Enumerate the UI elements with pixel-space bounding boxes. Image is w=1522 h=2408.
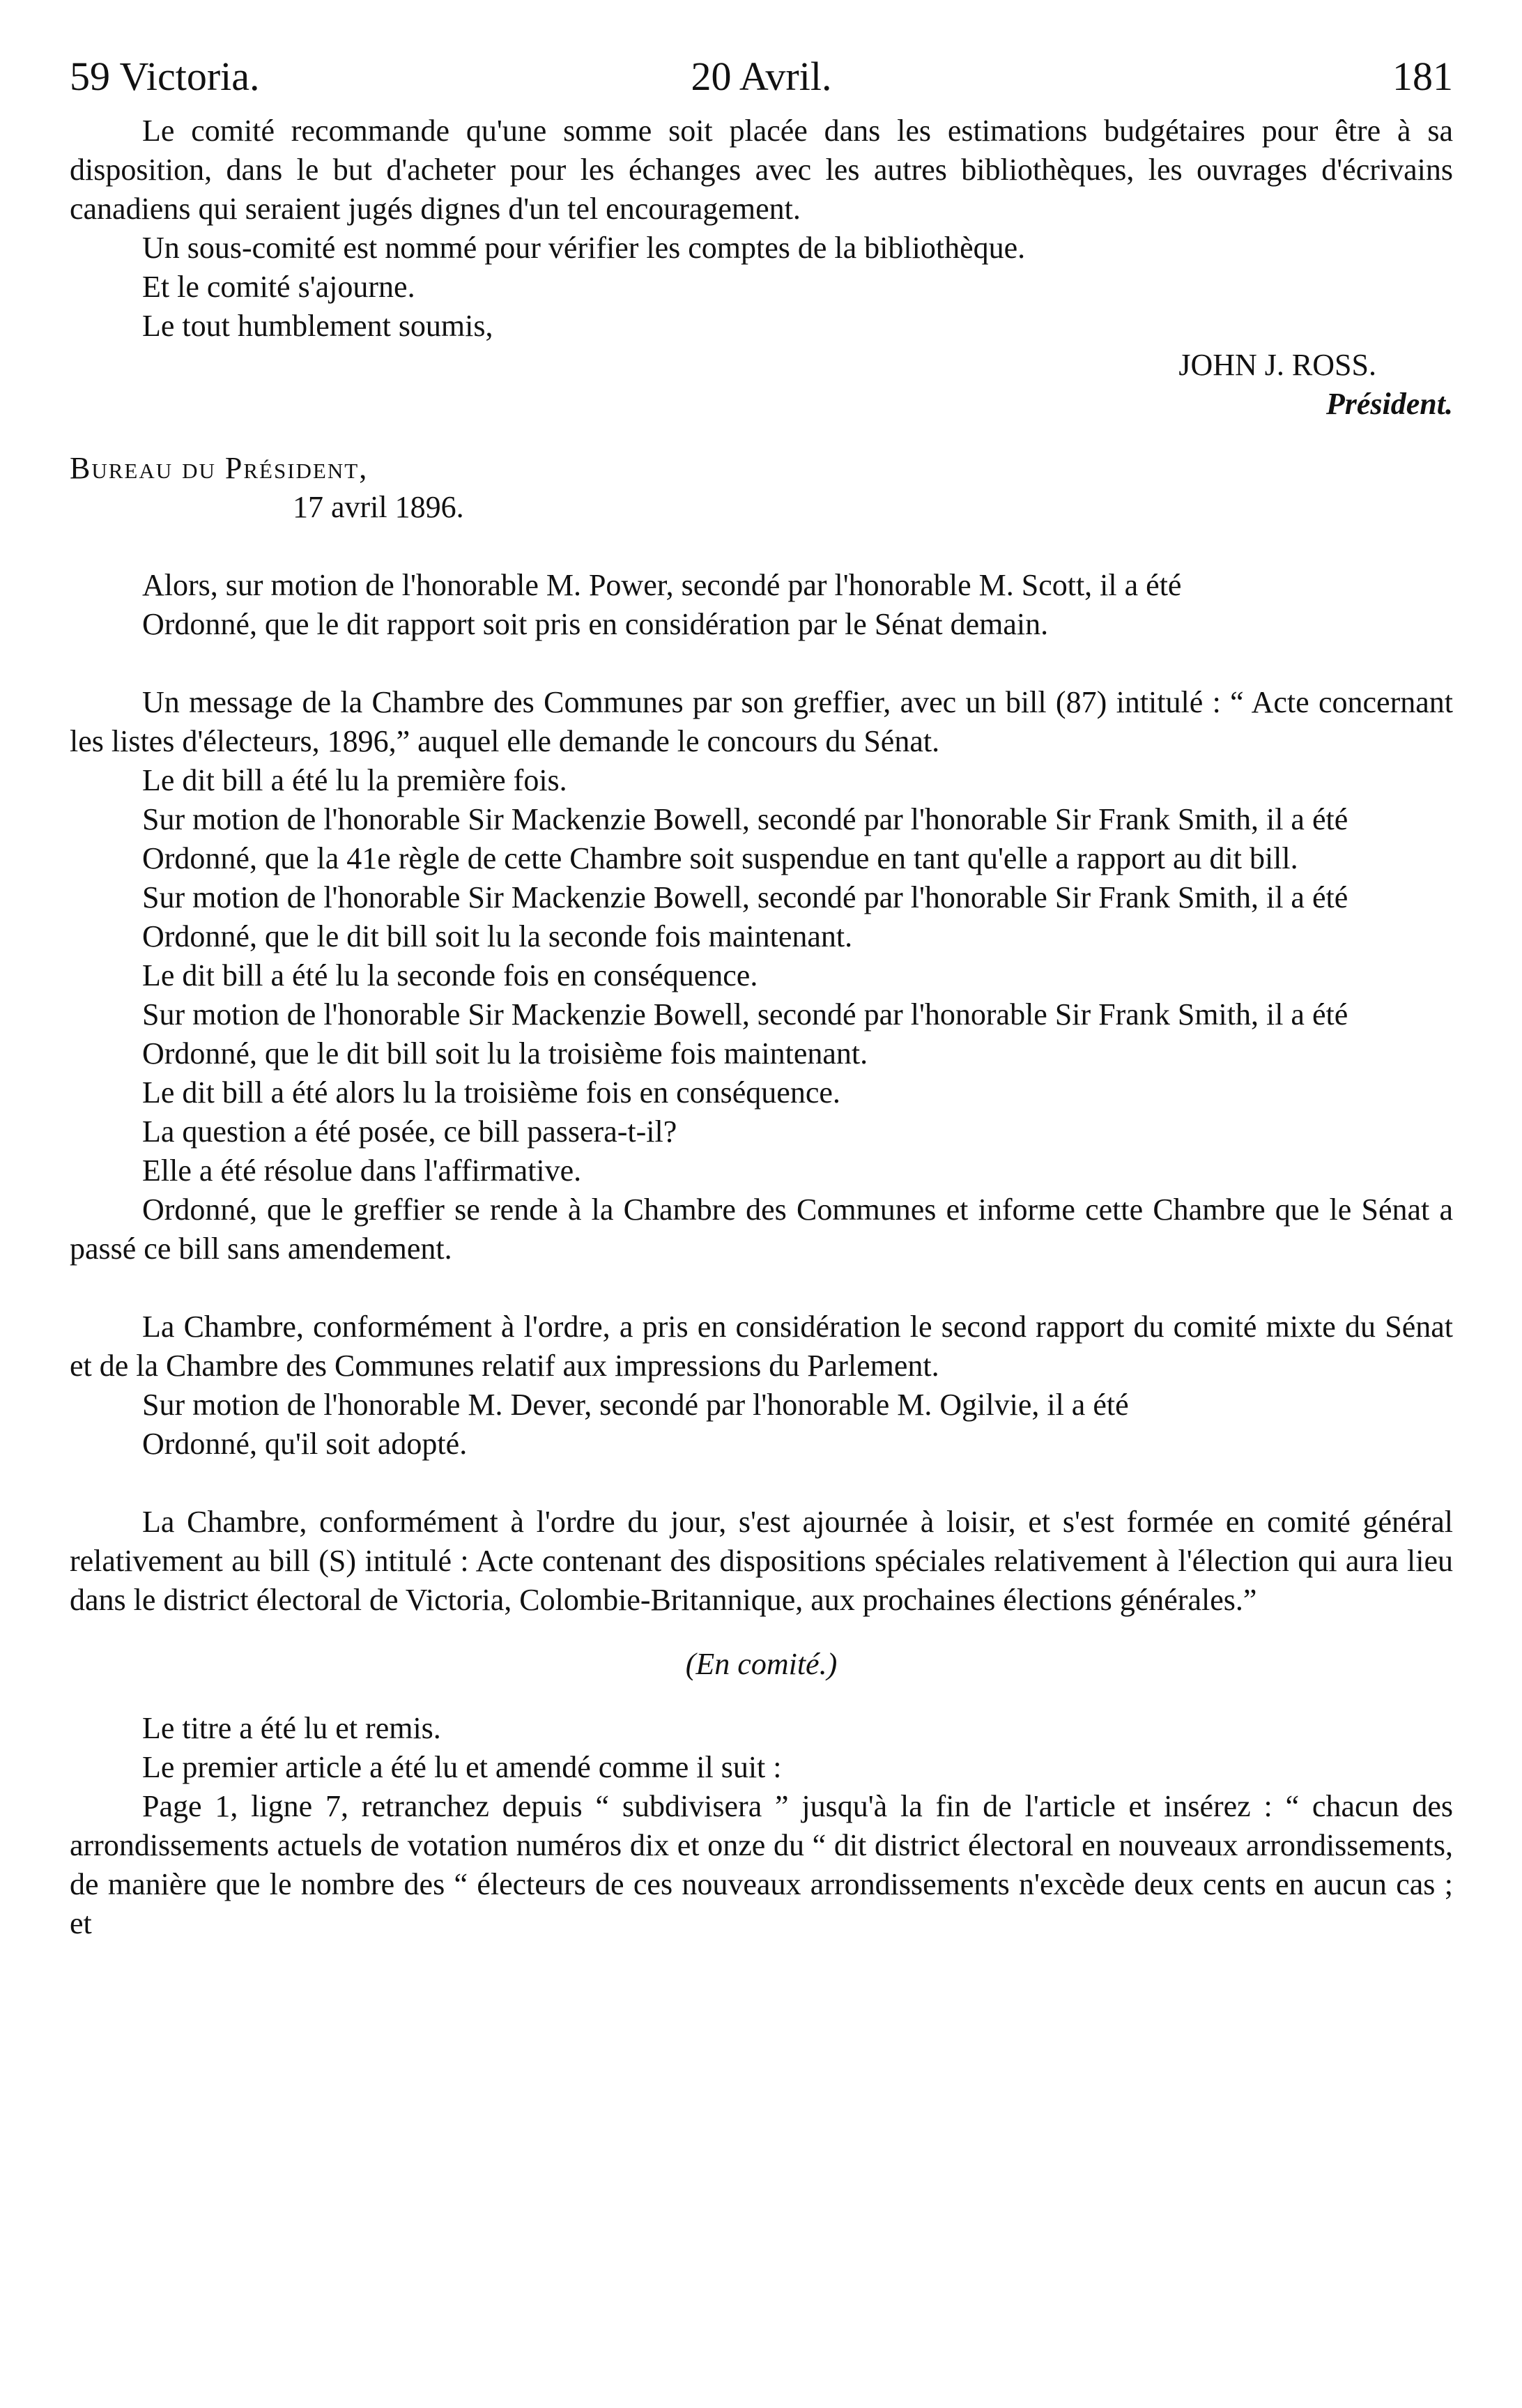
- page-header: [70, 42, 1453, 112]
- paragraph: Sur motion de l'honorable M. Dever, secondé par l'honorable M. Ogilvie, il a été: [142, 1388, 1129, 1422]
- paragraph: Elle a été résolue dans l'affirmative.: [142, 1153, 582, 1188]
- paragraph: La question a été posée, ce bill passera-t-il?: [142, 1114, 677, 1149]
- paragraph: Un sous-comité est nommé pour vérifier les comptes de la bibliothèque.: [142, 231, 1026, 265]
- paragraph: La Chambre, conformément à l'ordre du jour, s'est ajournée à loisir, et s'est formée en comité général relativement au bill (S) intitulé : Acte contenant des dispositions spéciales relativement à l'élection qui aura lieu dans le district électoral de Victoria, Colombie-Britannique, aux prochaines élections générales.”: [70, 1505, 1453, 1617]
- spacer: [70, 1464, 1453, 1503]
- spacer: [70, 1684, 1453, 1709]
- paragraph: Sur motion de l'honorable Sir Mackenzie Bowell, secondé par l'honorable Sir Frank Smith, il a été: [142, 880, 1348, 914]
- section-heading: (En comité.): [685, 1647, 838, 1681]
- paragraph: Le titre a été lu et remis.: [142, 1711, 441, 1745]
- paragraph: Le comité recommande qu'une somme soit placée dans les estimations budgétaires pour être à sa disposition, dans le but d'acheter pour les échanges avec les autres bibliothèques, les ouvrages d'écrivains canadiens qui seraient jugés dignes d'un tel encouragement.: [70, 114, 1453, 226]
- spacer: [70, 527, 1453, 566]
- paragraph: Et le comité s'ajourne.: [142, 270, 415, 304]
- paragraph: La Chambre, conformément à l'ordre, a pris en considération le second rapport du comité mixte du Sénat et de la Chambre des Communes relatif aux impressions du Parlement.: [70, 1310, 1453, 1383]
- bureau-heading: Bureau du Président,: [70, 451, 369, 485]
- spacer: [70, 424, 1453, 449]
- paragraph: Page 1, ligne 7, retranchez depuis “ subdivisera ” jusqu'à la fin de l'article et insérez : “ chacun des arrondissements actuels de votation numéros dix et onze du “ dit district électoral en nouveaux arrondissements, de manière que le nombre des “ électeurs de ces nouveaux arrondissements n'excède deux cents en aucun cas ; et: [70, 1789, 1453, 1940]
- paragraph: Un message de la Chambre des Communes par son greffier, avec un bill (87) intitulé : “ Acte concernant les listes d'électeurs, 1896,” auquel elle demande le concours du Sénat.: [70, 685, 1453, 758]
- bureau-date: 17 avril 1896.: [293, 490, 464, 524]
- paragraph: Sur motion de l'honorable Sir Mackenzie Bowell, secondé par l'honorable Sir Frank Smith, il a été: [142, 997, 1348, 1032]
- page-body: [70, 112, 1453, 1943]
- paragraph: Ordonné, que le dit bill soit lu la seconde fois maintenant.: [142, 919, 853, 953]
- header-regnal-year: 59 Victoria.: [70, 54, 260, 99]
- spacer: [70, 644, 1453, 683]
- paragraph: Alors, sur motion de l'honorable M. Power, secondé par l'honorable M. Scott, il a été: [142, 568, 1182, 602]
- document-page: [70, 42, 1453, 2384]
- paragraph: Le dit bill a été lu la seconde fois en conséquence.: [142, 958, 758, 992]
- paragraph: Le tout humblement soumis,: [142, 309, 493, 343]
- paragraph: Ordonné, que le dit rapport soit pris en considération par le Sénat demain.: [142, 607, 1049, 641]
- spacer: [70, 1620, 1453, 1645]
- header-date: 20 Avril.: [691, 54, 832, 99]
- paragraph: Le dit bill a été lu la première fois.: [142, 763, 567, 797]
- page-number: 181: [1392, 54, 1453, 99]
- paragraph: Ordonné, que le dit bill soit lu la troisième fois maintenant.: [142, 1036, 868, 1071]
- paragraph: Sur motion de l'honorable Sir Mackenzie Bowell, secondé par l'honorable Sir Frank Smith, il a été: [142, 802, 1348, 836]
- paragraph: Ordonné, que le greffier se rende à la Chambre des Communes et informe cette Chambre que le Sénat a passé ce bill sans amendement.: [70, 1193, 1453, 1266]
- signature-title: Président.: [1325, 387, 1453, 421]
- spacer: [70, 1268, 1453, 1307]
- paragraph: Le dit bill a été alors lu la troisième fois en conséquence.: [142, 1075, 840, 1110]
- paragraph: Ordonné, que la 41e règle de cette Chambre soit suspendue en tant qu'elle a rapport au dit bill.: [142, 841, 1298, 875]
- paragraph: Le premier article a été lu et amendé comme il suit :: [142, 1750, 782, 1784]
- signature-name: JOHN J. ROSS.: [1178, 348, 1376, 382]
- paragraph: Ordonné, qu'il soit adopté.: [142, 1427, 468, 1461]
